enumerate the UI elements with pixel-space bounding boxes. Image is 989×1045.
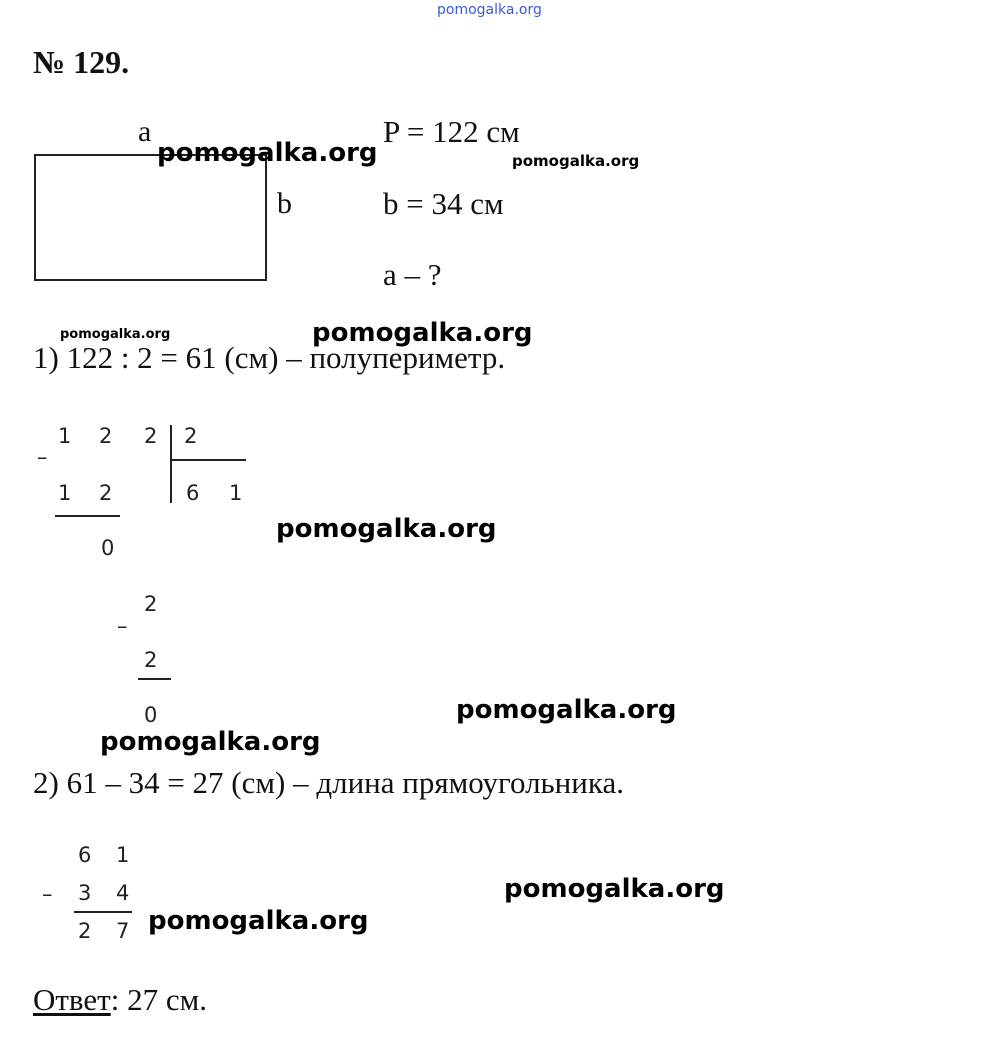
watermark-top: pomogalka.org	[437, 2, 542, 18]
watermark: pomogalka.org	[157, 138, 378, 168]
watermark: pomogalka.org	[148, 906, 369, 936]
subtrahend-digit: 3	[78, 881, 92, 905]
watermark: pomogalka.org	[504, 874, 725, 904]
watermark: pomogalka.org	[512, 152, 640, 170]
answer-value: : 27 см.	[110, 982, 207, 1017]
subtraction-minus: –	[42, 882, 53, 906]
rectangle-figure	[34, 154, 267, 281]
step1-text: 1) 122 : 2 = 61 (см) – полупериметр.	[33, 340, 506, 375]
side-b-label: b	[277, 187, 292, 220]
dividend-digit: 2	[144, 424, 158, 448]
sub1-digit: 2	[99, 481, 113, 505]
watermark: pomogalka.org	[60, 327, 171, 342]
bring-down-digit: 2	[144, 592, 158, 616]
watermark: pomogalka.org	[456, 695, 677, 725]
given-side-b: b = 34 см	[383, 186, 504, 221]
watermark: pomogalka.org	[100, 727, 321, 757]
watermark: pomogalka.org	[312, 318, 533, 348]
dividend-digit: 2	[99, 424, 113, 448]
remainder-2: 0	[144, 703, 158, 727]
answer-label: Ответ	[33, 982, 111, 1017]
problem-number: № 129.	[33, 44, 130, 80]
division-minus-2: –	[117, 614, 128, 638]
given-perimeter: P = 122 см	[383, 114, 520, 149]
dividend-digit: 1	[58, 424, 72, 448]
answer	[33, 982, 207, 1018]
sub2-digit: 2	[144, 648, 158, 672]
result-digit: 7	[116, 919, 130, 943]
quotient-digit: 1	[229, 481, 243, 505]
watermark: pomogalka.org	[276, 514, 497, 544]
given-unknown: a – ?	[383, 257, 442, 292]
result-digit: 2	[78, 919, 92, 943]
step2-text: 2) 61 – 34 = 27 (см) – длина прямоугольника.	[33, 765, 624, 800]
divisor: 2	[184, 424, 198, 448]
division-minus-1: –	[37, 445, 48, 469]
sub1-digit: 1	[58, 481, 72, 505]
subtrahend-digit: 4	[116, 881, 130, 905]
remainder-1: 0	[101, 536, 115, 560]
quotient-digit: 6	[186, 481, 200, 505]
minuend-digit: 1	[116, 843, 130, 867]
side-a-label: a	[138, 115, 152, 148]
minuend-digit: 6	[78, 843, 92, 867]
